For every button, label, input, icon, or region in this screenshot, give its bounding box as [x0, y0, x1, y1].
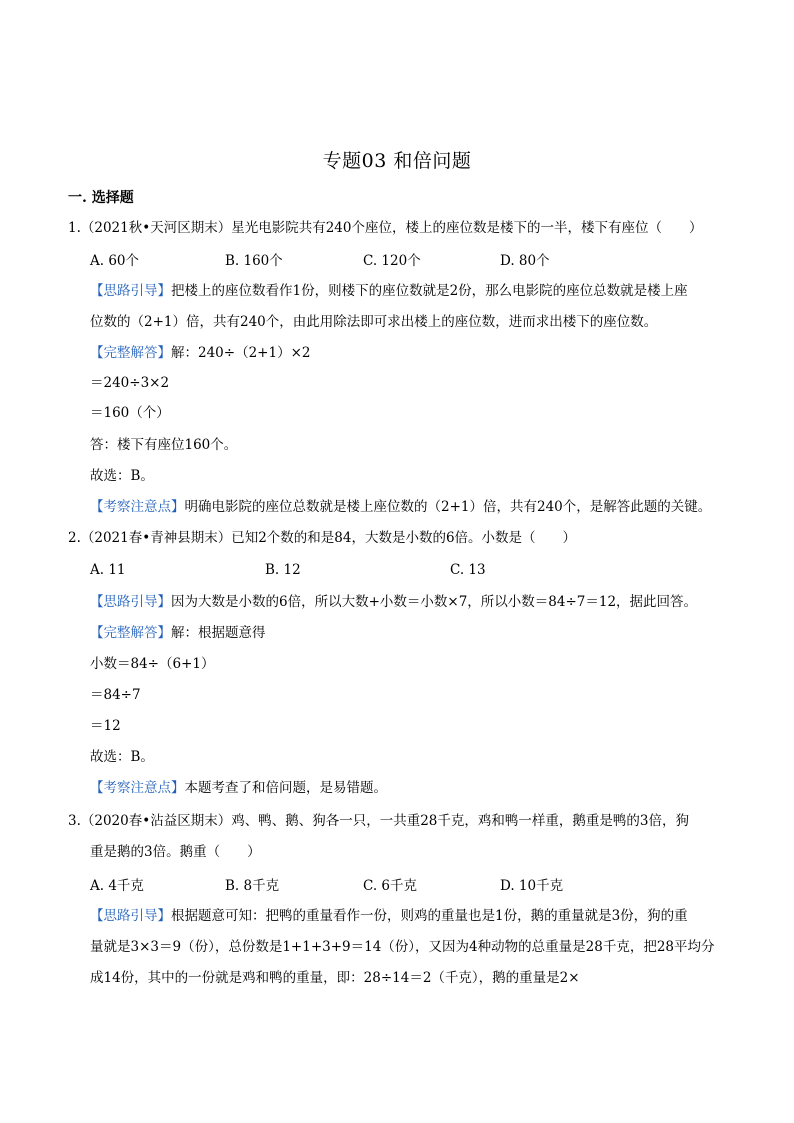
q2-option-c: C. 13: [450, 562, 486, 578]
q1-answer-line: [90, 344, 310, 362]
note-label: 【考察注意点】: [90, 499, 185, 515]
q3-option-d: D. 10千克: [500, 878, 564, 894]
q1-hint-text-1: 把楼上的座位数看作1份，则楼下的座位数就是2份，那么电影院的座位总数就是楼上座: [171, 283, 688, 299]
q2-hint-line: [90, 593, 697, 611]
question-1-stem: 1.（2021秋•天河区期末）星光电影院共有240个座位，楼上的座位数是楼下的一半，楼下有座位（ ）: [68, 220, 703, 236]
q2-option-a: A. 11: [90, 562, 126, 578]
q3-option-a: A. 4千克: [90, 878, 144, 894]
q2-step-4: 故选：B。: [90, 749, 154, 765]
q1-note-text: 明确电影院的座位总数就是楼上座位数的（2+1）倍，共有240个，是解答此题的关键。: [184, 499, 712, 515]
q2-answer-line: [90, 624, 266, 642]
q1-step-3: 答：楼下有座位160个。: [90, 437, 238, 453]
question-3-stem-line-1: 3.（2020春•沾益区期末）鸡、鸭、鹅、狗各一只，一共重28千克，鸡和鸭一样重，鹅重是鸭的3倍，狗: [68, 813, 689, 829]
q1-option-a: A. 60个: [90, 253, 140, 269]
q3-option-b: B. 8千克: [225, 878, 280, 894]
q2-step-1: 小数＝84÷（6+1）: [90, 656, 215, 672]
q3-hint-line-1: [90, 907, 688, 925]
q2-note-line: [90, 779, 387, 797]
q2-option-b: B. 12: [265, 562, 301, 578]
q1-hint-line-1: [90, 282, 688, 300]
hint-label: 【思路引导】: [90, 283, 171, 299]
q2-hint-text: 因为大数是小数的6倍，所以大数+小数＝小数×7，所以小数＝84÷7＝12，据此回答。: [171, 594, 698, 610]
q1-option-b: B. 160个: [225, 253, 283, 269]
q1-option-d: D. 80个: [500, 253, 550, 269]
q2-answer-text: 解：根据题意得: [171, 625, 266, 641]
q1-option-c: C. 120个: [363, 253, 421, 269]
q2-step-2: ＝84÷7: [90, 687, 141, 703]
question-2-stem: 2.（2021春•青神县期末）已知2个数的和是84，大数是小数的6倍。小数是（ ）: [68, 530, 577, 546]
q1-step-1: ＝240÷3×2: [90, 375, 170, 391]
q1-step-2: ＝160（个）: [90, 405, 170, 421]
q2-note-text: 本题考查了和倍问题，是易错题。: [184, 780, 387, 796]
q3-hint-line-2: 量就是3×3＝9（份），总份数是1+1+3+9＝14（份），又因为4种动物的总重量是28千克，把28平均分: [90, 939, 715, 955]
answer-label: 【完整解答】: [90, 625, 171, 641]
question-3-stem-line-2: 重是鹅的3倍。鹅重（ ）: [90, 844, 261, 860]
q2-step-3: ＝12: [90, 718, 121, 734]
hint-label: 【思路引导】: [90, 594, 171, 610]
answer-label: 【完整解答】: [90, 345, 171, 361]
q3-hint-text-1: 根据题意可知：把鸭的重量看作一份，则鸡的重量也是1份，鹅的重量就是3份，狗的重: [171, 908, 688, 924]
page-title: 专题03 和倍问题: [322, 150, 472, 172]
q3-option-c: C. 6千克: [363, 878, 418, 894]
q1-answer-text: 解：240÷（2+1）×2: [171, 345, 311, 361]
q1-note-line: [90, 498, 711, 516]
q1-step-4: 故选：B。: [90, 468, 154, 484]
hint-label: 【思路引导】: [90, 908, 171, 924]
note-label: 【考察注意点】: [90, 780, 185, 796]
q3-hint-line-3: 成14份，其中的一份就是鸡和鸭的重量，即：28÷14＝2（千克），鹅的重量是2×: [90, 970, 580, 986]
section-heading: 一. 选择题: [68, 190, 134, 206]
q1-hint-line-2: 位数的（2+1）倍，共有240个，由此用除法即可求出楼上的座位数，进而求出楼下的座位数。: [90, 314, 658, 330]
